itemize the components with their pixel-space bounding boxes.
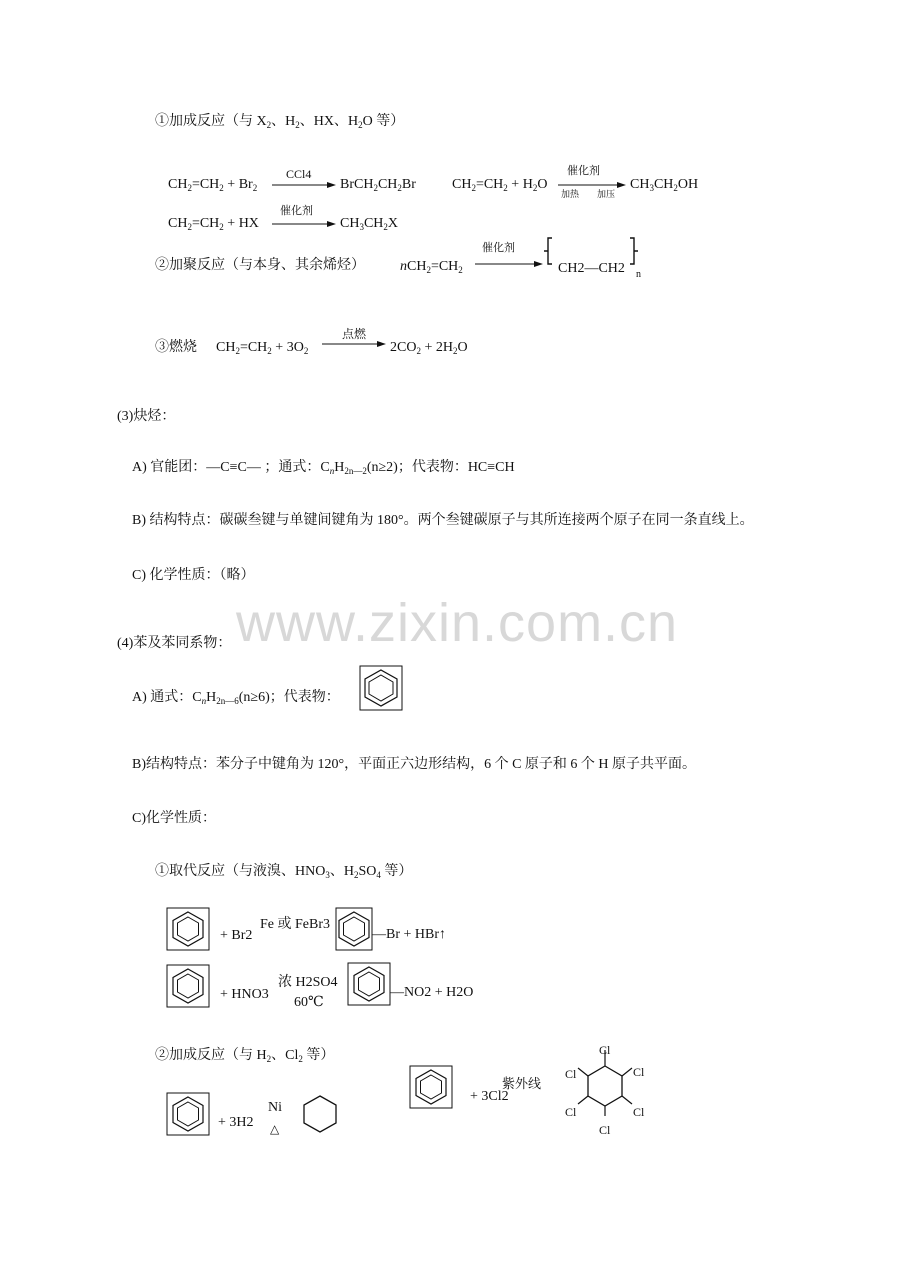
- benzene-ring-icon: [360, 666, 402, 710]
- chlorine-label: Cl: [599, 1043, 611, 1057]
- chlorine-label: Cl: [565, 1105, 577, 1119]
- hydrogenation-condition-top: Ni: [268, 1100, 282, 1115]
- benzene-ring-icon: [348, 963, 390, 1005]
- reaction-2-reactant: $CH_2=CH_2 + H_2O$: [452, 177, 548, 193]
- benzene-a: A) 通式：$C_nH_{2n—6}(n\ge 6)$；代表物：: [132, 690, 340, 706]
- reaction-2-condition-bottom-right: 加压: [597, 189, 616, 199]
- benzene-b: B)结构特点：苯分子中键角为 120°，平面正六边形结构，6 个 C 原子和 6 个 H 原子共平面。: [132, 757, 697, 772]
- alkyne-b: B) 结构特点：碳碳叁键与单键间键角为 180°。两个叁键碳原子与其所连接两个原子在同一条直线上。: [132, 513, 754, 528]
- polymerization-n: n: [636, 269, 641, 280]
- combustion-arrow: [322, 340, 386, 348]
- chlorine-label: Cl: [565, 1067, 577, 1081]
- polymerization-heading: ②加聚反应（与本身、其余烯烃）: [155, 258, 365, 273]
- benzene-ring-icon: [167, 965, 209, 1007]
- benzene-c: C)化学性质：: [132, 811, 216, 826]
- cyclohexane-ring-icon: [300, 1093, 340, 1135]
- chlorine-label: Cl: [599, 1123, 611, 1137]
- benzene-ring-icon: [336, 908, 372, 950]
- benzene-ring-icon: [167, 1093, 209, 1135]
- alkyne-a: A) 官能团：—C≡C— ；通式：$C_nH_{2n—2}(n\ge 2)$；代表物：HC≡CH: [132, 460, 515, 476]
- watermark: www.zixin.com.cn: [236, 593, 679, 653]
- benzene-addition-heading: ②加成反应（与 $H_2$、$Cl_2$ 等）: [155, 1048, 335, 1064]
- polymerization-reactant: $nCH_2=CH_2$: [400, 259, 463, 275]
- combustion-condition: 点燃: [342, 327, 367, 341]
- chlorine-label: Cl: [633, 1105, 645, 1119]
- hydrogenation-reagent: + 3H2: [218, 1115, 254, 1130]
- reaction-3-reactant: $CH_2=CH_2$ + HX: [168, 216, 259, 232]
- reaction-3-product: $CH_3CH_2X$: [340, 216, 399, 232]
- reaction-1-reactant: $CH_2=CH_2 + Br_2$: [168, 177, 258, 193]
- substitution-1-product: —Br + HBr↑: [372, 927, 447, 942]
- reaction-3-condition: 催化剂: [280, 205, 313, 217]
- substitution-2-product: —NO2 + H2O: [390, 985, 474, 1000]
- chlorination-reagent: + 3Cl2: [470, 1089, 509, 1104]
- reaction-3-arrow: [272, 220, 336, 228]
- reaction-1-condition: CCl4: [286, 167, 312, 181]
- polymerization-arrow: [475, 260, 543, 268]
- reaction-2-condition-bottom-left: 加热: [561, 189, 580, 199]
- hydrogenation-condition-bottom: △: [270, 1122, 280, 1136]
- alkyne-heading: (3)炔烃：: [117, 409, 176, 424]
- chlorine-label: Cl: [633, 1065, 645, 1079]
- combustion-product: $2CO_2 + 2H_2O$: [390, 340, 468, 356]
- benzene-ring-icon: [167, 908, 209, 950]
- combustion-reactant: $CH_2=CH_2 + 3O_2$: [216, 340, 309, 356]
- combustion-heading: ③燃烧: [155, 340, 197, 355]
- substitution-2-condition-top: 浓 H2SO4: [278, 975, 338, 990]
- chlorination-condition: 紫外线: [502, 1076, 542, 1091]
- substitution-heading: ①取代反应（与液溴、$HNO_3$、$H_2SO_4$ 等）: [155, 864, 413, 880]
- benzene-ring-icon: [410, 1066, 452, 1108]
- reaction-2-product: $CH_3CH_2OH$: [630, 177, 699, 193]
- substitution-1-reagent: + Br2: [220, 928, 253, 943]
- substitution-2-reagent: + HNO3: [220, 987, 269, 1002]
- reaction-1-product: $BrCH_2CH_2Br$: [340, 177, 416, 193]
- reaction-2-condition-top: 催化剂: [567, 165, 600, 177]
- reaction-2-arrow: [558, 181, 626, 189]
- alkyne-c: C) 化学性质：（略）: [132, 568, 255, 583]
- substitution-2-condition-bottom: 60℃: [294, 995, 324, 1010]
- polymerization-product: CH2—CH2: [558, 261, 625, 276]
- polymerization-condition: 催化剂: [482, 242, 515, 254]
- benzene-heading: (4)苯及苯同系物：: [117, 636, 232, 651]
- addition-heading: ①加成反应（与 $X_2$、$H_2$、HX、$H_2O$ 等）: [155, 114, 405, 130]
- substitution-1-condition: Fe 或 FeBr3: [260, 917, 330, 932]
- reaction-1-arrow: [272, 181, 336, 189]
